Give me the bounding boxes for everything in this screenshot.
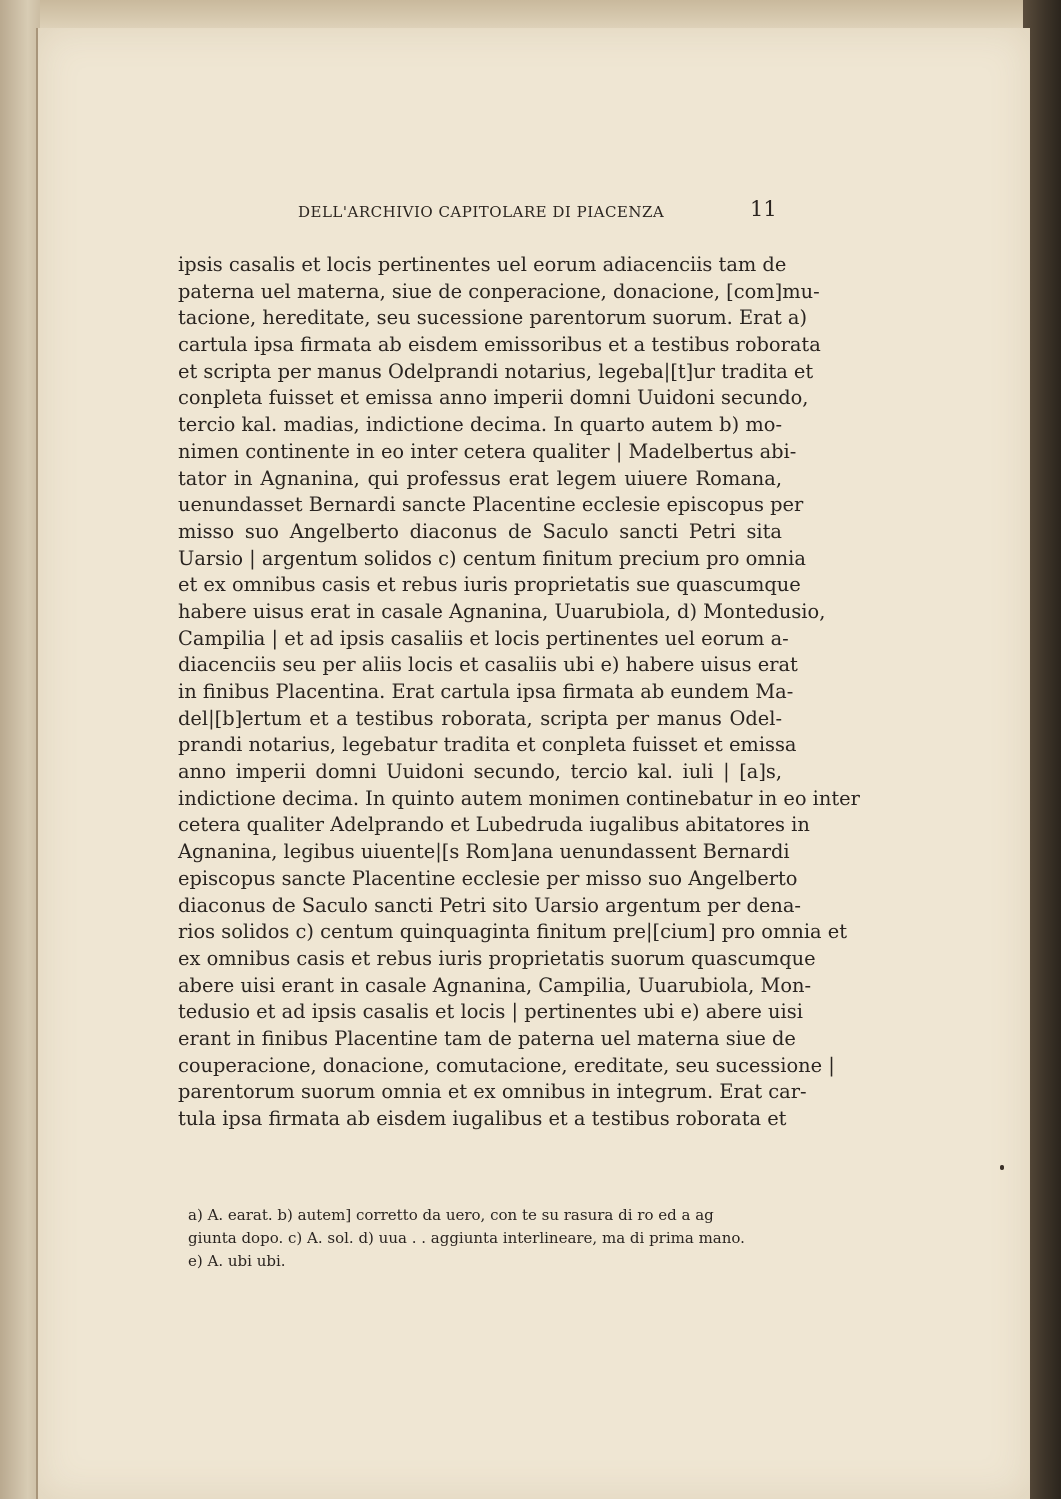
text-line: tula ipsa firmata ab eisdem iugalibus et a testibus roborata et bbox=[178, 1107, 787, 1130]
text-line: abere uisi erant in casale Agnanina, Campilia, Uuarubiola, Mon- bbox=[178, 973, 812, 997]
text-line: tedusio et ad ipsis casalis et locis | pertinentes ubi e) abere uisi bbox=[178, 1000, 803, 1024]
header-title: DELL'ARCHIVIO CAPITOLARE DI PIACENZA bbox=[298, 203, 665, 221]
text-line: anno imperii domni Uuidoni secundo, tercio kal. iuli | [a]s, bbox=[178, 760, 782, 784]
text-line: parentorum suorum omnia et ex omnibus in integrum. Erat car- bbox=[178, 1080, 807, 1104]
text-line: et ex omnibus casis et rebus iuris proprietatis sue quascumque bbox=[178, 573, 801, 597]
text-line: uenundasset Bernardi sancte Placentine ecclesie episcopus per bbox=[178, 493, 804, 517]
text-line: tercio kal. madias, indictione decima. In quarto autem b) mo- bbox=[178, 413, 782, 437]
text-line: tacione, hereditate, seu sucessione parentorum suorum. Erat a) bbox=[178, 306, 808, 330]
text-line: ex omnibus casis et rebus iuris proprietatis suorum quascumque bbox=[178, 946, 816, 970]
text-line: habere uisus erat in casale Agnanina, Uuarubiola, d) Montedusio, bbox=[178, 599, 826, 623]
text-line: tator in Agnanina, qui professus erat legem uiuere Romana, bbox=[178, 466, 782, 490]
scan-left-edge bbox=[0, 0, 40, 1499]
ink-speck bbox=[1000, 1165, 1004, 1170]
text-line: in finibus Placentina. Erat cartula ipsa firmata ab eundem Ma- bbox=[178, 680, 794, 703]
text-line: misso suo Angelberto diaconus de Saculo sancti Petri sita bbox=[178, 519, 782, 543]
text-line: cetera qualiter Adelprando et Lubedruda iugalibus abitatores in bbox=[178, 813, 810, 837]
text-line: del|[b]ertum et a testibus roborata, scripta per manus Odel- bbox=[178, 706, 782, 730]
text-line: couperacione, donacione, comutacione, ereditate, seu sucessione | bbox=[178, 1053, 835, 1077]
footnote-line: e) A. ubi ubi. bbox=[188, 1252, 286, 1270]
footnotes bbox=[188, 1204, 782, 1273]
text-line: rios solidos c) centum quinquaginta finitum pre|[cium] pro omnia et bbox=[178, 920, 848, 944]
text-line: Agnanina, legibus uiuente|[s Rom]ana uenundassent Bernardi bbox=[178, 840, 790, 864]
text-line: ipsis casalis et locis pertinentes uel eorum adiacenciis tam de bbox=[178, 253, 787, 276]
footnote-line: giunta dopo. c) A. sol. d) uua . . aggiunta interlineare, ma di prima mano. bbox=[188, 1229, 745, 1247]
text-line: conpleta fuisset et emissa anno imperii domni Uuidoni secundo, bbox=[178, 386, 809, 410]
text-line: episcopus sancte Placentine ecclesie per misso suo Angelberto bbox=[178, 866, 798, 890]
text-line: et scripta per manus Odelprandi notarius, legeba|[t]ur tradita et bbox=[178, 359, 814, 383]
running-header bbox=[298, 197, 777, 227]
text-line: indictione decima. In quinto autem monimen continebatur in eo inter bbox=[178, 786, 860, 810]
scan-top-edge bbox=[0, 0, 1061, 30]
text-line: paterna uel materna, siue de conperacione, donacione, [com]mu- bbox=[178, 279, 820, 303]
text-line: cartula ipsa firmata ab eisdem emissoribus et a testibus roborata bbox=[178, 333, 821, 357]
text-line: Uarsio | argentum solidos c) centum finitum precium pro omnia bbox=[178, 546, 806, 570]
footnote-line: a) A. earat. b) autem] corretto da uero, con te su rasura di ro ed a ag bbox=[188, 1206, 714, 1224]
text-line: erant in finibus Placentine tam de paterna uel materna siue de bbox=[178, 1026, 796, 1050]
text-line: diacenciis seu per aliis locis et casaliis ubi e) habere uisus erat bbox=[178, 653, 798, 677]
text-line: diaconus de Saculo sancti Petri sito Uarsio argentum per dena- bbox=[178, 893, 801, 917]
text-line: nimen continente in eo inter cetera qualiter | Madelbertus abi- bbox=[178, 439, 797, 463]
page-number: 11 bbox=[750, 197, 777, 221]
text-line: Campilia | et ad ipsis casaliis et locis pertinentes uel eorum a- bbox=[178, 626, 789, 650]
main-text bbox=[178, 252, 860, 1133]
text-line: prandi notarius, legebatur tradita et conpleta fuisset et emissa bbox=[178, 733, 797, 757]
